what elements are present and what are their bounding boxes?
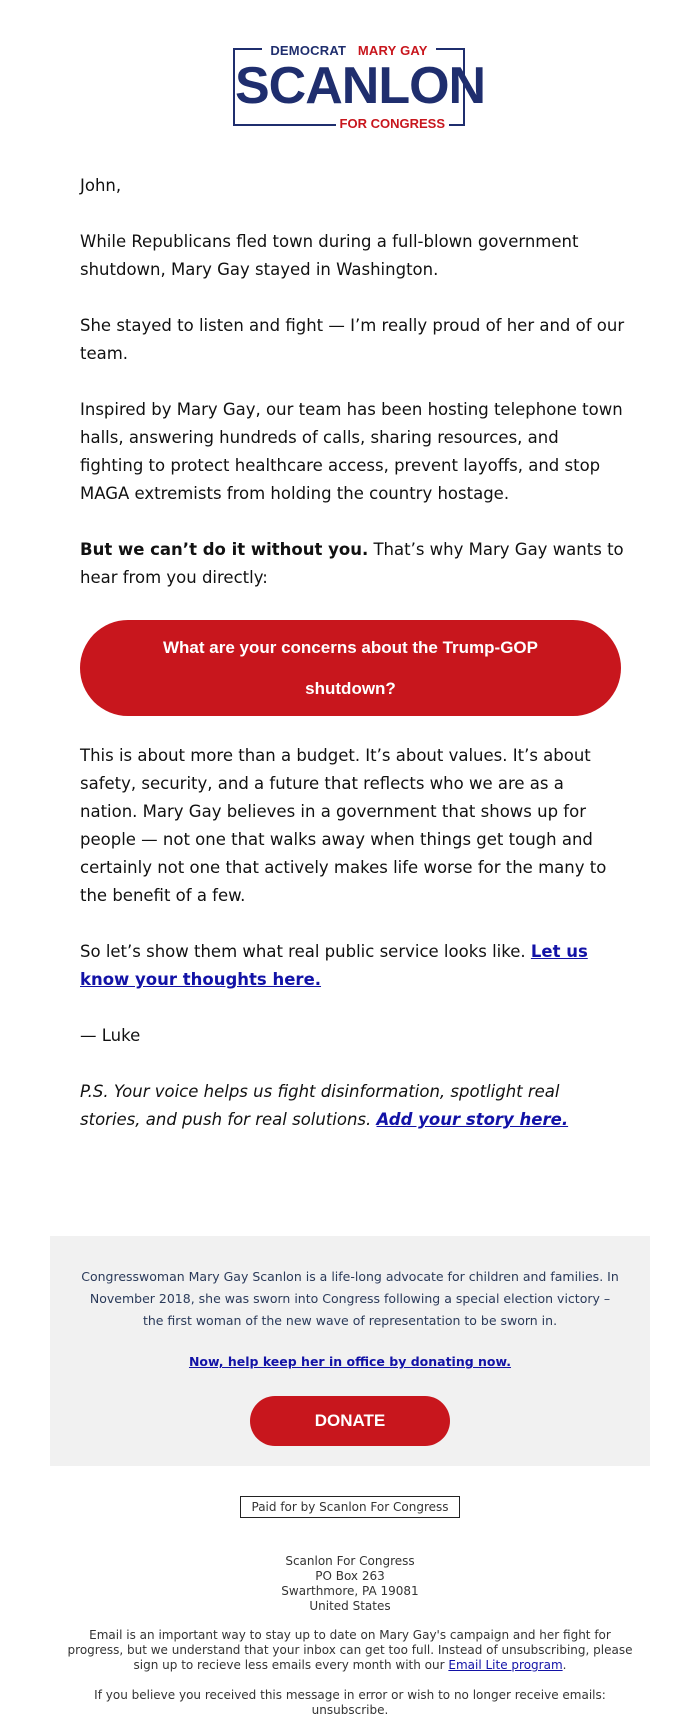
- email-lite-note: [60, 1628, 640, 1673]
- address-line-4: United States: [309, 1599, 391, 1613]
- paragraph-4-bold: But we can’t do it without you.: [80, 540, 369, 559]
- address-line-1: Scanlon For Congress: [285, 1554, 415, 1568]
- greeting: John,: [80, 176, 122, 195]
- email-lite-link[interactable]: Email Lite program: [448, 1658, 563, 1672]
- email-body: [80, 172, 625, 1162]
- signoff: — Luke: [80, 1026, 141, 1045]
- email-note-text: Email is an important way to stay up to date on Mary Gay's campaign and her fight for progress, but we understand that your inbox can get too full. Instead of unsubscribing, please sign up to recieve less emails every month with our: [67, 1628, 633, 1672]
- mailing-address: [0, 1554, 700, 1614]
- thoughts-link[interactable]: Let us know your thoughts here.: [80, 942, 588, 989]
- logo-scanlon: SCANLON: [235, 57, 486, 115]
- paragraph-3: Inspired by Mary Gay, our team has been hosting telephone town halls, answering hundreds of calls, sharing resources, and fighting to protect healthcare access, prevent layoffs, and stop MAGA extremists from holding the country hostage.: [80, 400, 623, 503]
- cta-line-1: What are your concerns about the Trump-GOP: [163, 638, 538, 657]
- paid-for-disclaimer: Paid for by Scanlon For Congress: [240, 1496, 460, 1518]
- logo-for-congress: FOR CONGRESS: [336, 117, 449, 131]
- logo-mary-gay: MARY GAY: [354, 43, 432, 58]
- unsubscribe-text: If you believe you received this message in error or wish to no longer receive emails:: [94, 1688, 606, 1702]
- paragraph-6-text: So let’s show them what real public service looks like.: [80, 942, 531, 961]
- paragraph-4-rest: That’s why Mary Gay wants to hear from you directly:: [80, 540, 624, 587]
- header: [0, 0, 700, 150]
- about-panel: [50, 1236, 650, 1466]
- paragraph-4: [80, 536, 625, 592]
- donate-text-link[interactable]: Now, help keep her in office by donating now.: [188, 1354, 512, 1369]
- cta-line-2: shutdown?: [305, 679, 396, 698]
- concerns-survey-button[interactable]: [80, 620, 621, 716]
- logo-top-line: [235, 44, 463, 58]
- unsubscribe-link[interactable]: unsubscribe: [311, 1703, 385, 1717]
- paragraph-5: This is about more than a budget. It’s about values. It’s about safety, security, and a future that reflects who we are as a nation. Mary Gay believes in a government that shows up for people — not one that walks away when things get tough and certainly not one that actively makes life worse for the many to the benefit of a few.: [80, 746, 607, 905]
- paragraph-6: [80, 938, 625, 994]
- email-note-end: .: [562, 1658, 567, 1672]
- address-line-2: PO Box 263: [315, 1569, 385, 1583]
- campaign-logo[interactable]: [233, 43, 486, 131]
- unsubscribe-note: [60, 1688, 640, 1718]
- logo-democrat: DEMOCRAT: [266, 43, 350, 58]
- postscript: [80, 1078, 625, 1134]
- paragraph-1: While Republicans fled town during a full-blown government shutdown, Mary Gay stayed in Washington.: [80, 232, 579, 279]
- paragraph-2: She stayed to listen and fight — I’m really proud of her and of our team.: [80, 316, 625, 363]
- unsubscribe-end: .: [384, 1703, 389, 1717]
- about-text: Congresswoman Mary Gay Scanlon is a life-long advocate for children and families. In November 2018, she was sworn into Congress following a special election victory – the first woman of the new wave of representation to be sworn in.: [81, 1269, 619, 1328]
- donate-button[interactable]: DONATE: [250, 1396, 450, 1446]
- address-line-3: Swarthmore, PA 19081: [281, 1584, 419, 1598]
- postscript-text: P.S. Your voice helps us fight disinformation, spotlight real stories, and push for real solutions.: [80, 1082, 560, 1129]
- add-story-link[interactable]: Add your story here.: [376, 1110, 569, 1129]
